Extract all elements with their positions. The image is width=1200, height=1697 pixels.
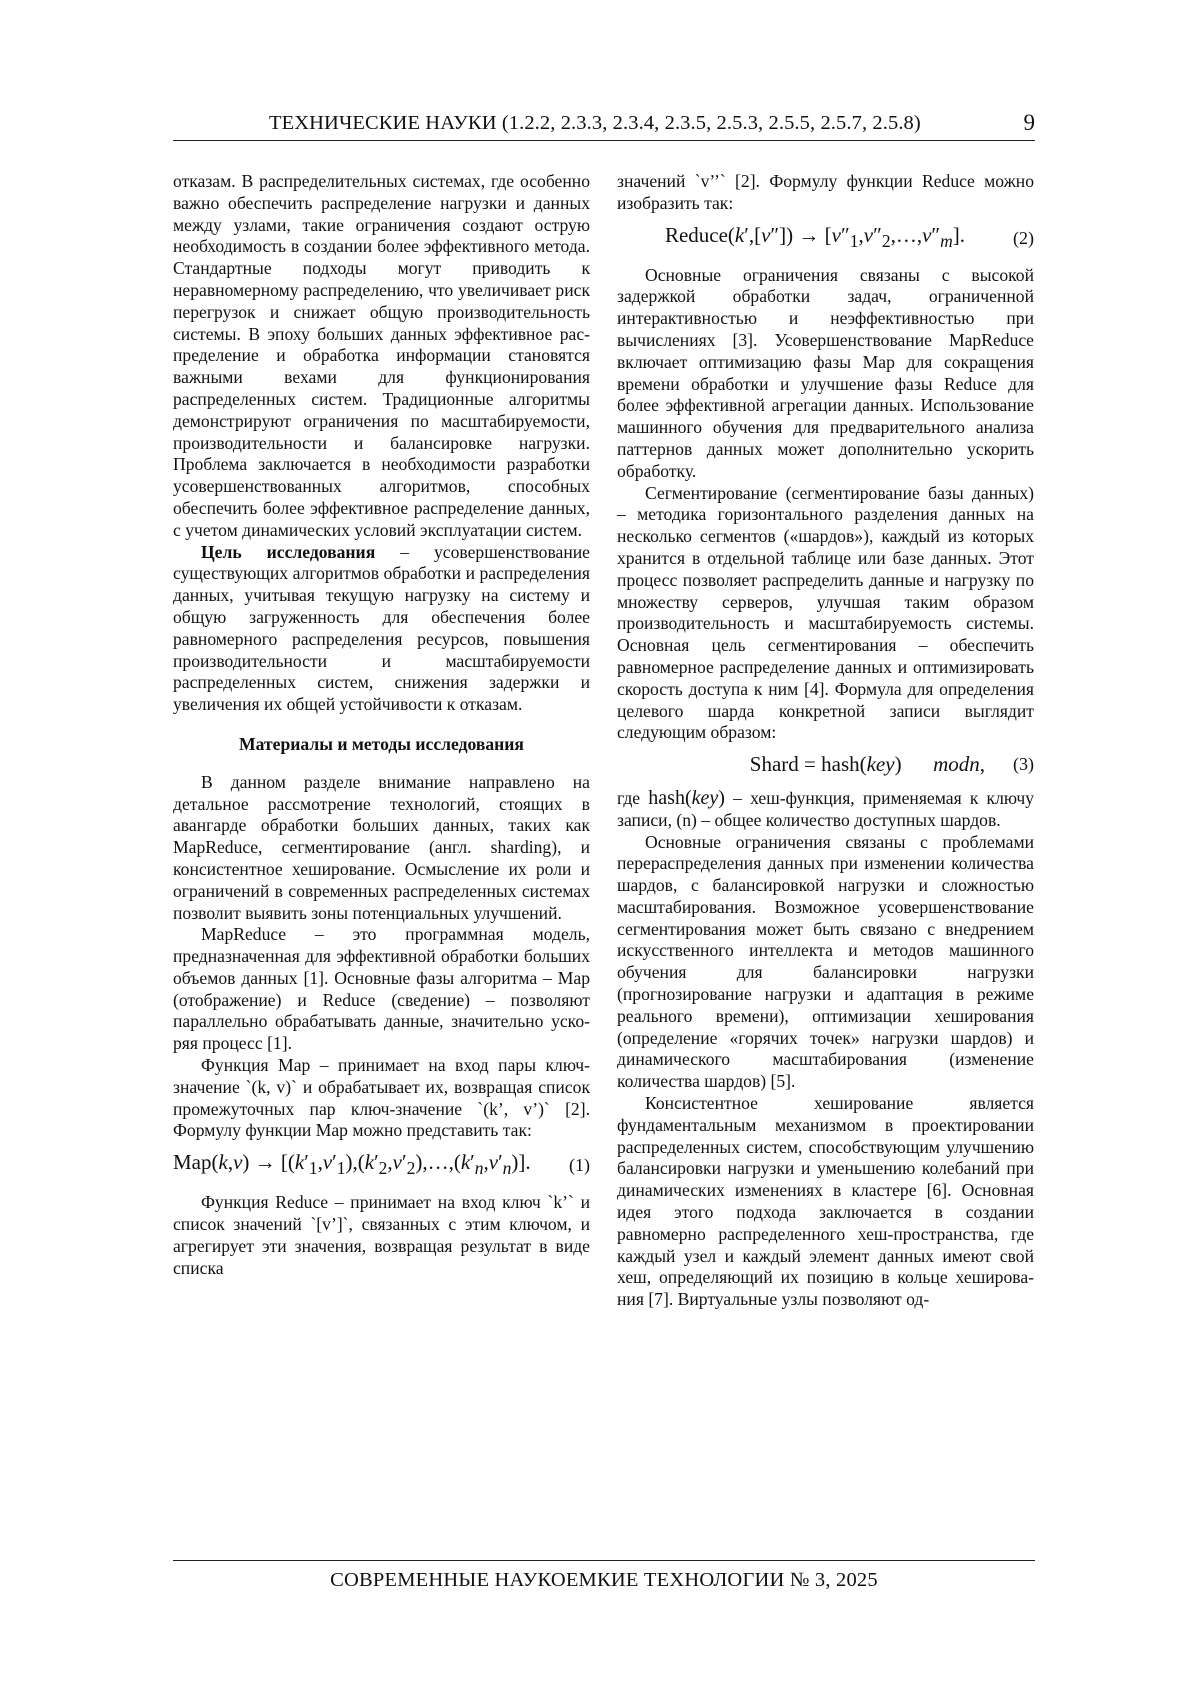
paragraph: Сегментирование (сегментирование базы данных) – методика горизонтального разделения данных на несколько сегментов («шардов»), каждый из которых хранится в отдельной таблице или базе данных. Этот процесс позволяет распределить данные и нагрузку по множеству серверов, улучшая таким образом производительность и масштабируемость системы. Основная цель сегментирования – обеспечить равномерное распределение данных и оптимизировать скорость доступа к ним [4]. Формула для определения целевого шарда конкретной записи выглядит следующим образом: [617,482,1034,743]
paragraph: Функция Map – принимает на вход пары ключ-значение `(k, v)` и обрабатывает их, возвращая список промежуточных пар ключ-значение `(k’, v’)` [2]. Формулу функции Map можно представить так: [173,1055,590,1141]
hash-key-math: hash(key) [648,786,725,809]
equation-shard [617,754,1034,776]
page-number: 9 [1023,110,1035,135]
running-header [173,110,1035,141]
equation-number: (1) [569,1155,590,1176]
paragraph: отказам. В распределительных системах, где особенно важно обеспечить распределение нагрузки и данных между узлами, такие ограничения создают острую необходимость в создании более эффективного метода. Стандартные подходы могут приводить к неравномерному распределению, что увеличивает риск перегрузок и снижает общую производительность системы. В эпоху больших данных эффективное распределение и обработка информации становятся важными вехами для функционирования распределенных систем. Традиционные алгоритмы демонстрируют ограничения по масштабируемости, производительности и балансировке нагрузки. Проблема заключается в необходимости разработки усовершенствованных алгоритмов, способных обеспечить более эффективное распределение данных, с учетом динамических условий эксплуатации систем. [173,171,590,540]
paragraph: Функция Reduce – принимает на вход ключ `k’` и список значений `[v’]`, связанных с этим ключом, и агрегирует эти значения, возвращая результат в виде списка [173,1192,590,1278]
right-column [617,171,1034,1311]
reduce-formula: Reduce(k′,[v″]) → $[v''_1,v''_2,\dots,v''_m]$. [664,222,966,251]
shard-formula: Shard = hash(key) modn, [749,752,985,777]
equation-map [173,1152,590,1180]
map-formula: $Map(k,v) \to [(k'_1,v'_1),(k'_2,v'_2),\dots,(k'_n,v'_n)]$. [173,1150,531,1179]
journal-name: СОВРЕМЕННЫЕ НАУКОЕМКИЕ ТЕХНОЛОГИИ № 3, 2025 [330,1569,878,1591]
left-column [173,171,590,1279]
running-footer [173,1560,1035,1592]
goal-label: Цель исследования [201,541,376,562]
section-title: Материалы и методы исследования [239,733,524,754]
paragraph: MapReduce – это программная модель, предназначенная для эффективной обработки больших объемов данных [1]. Основные фазы алгоритма – Map (отображение) и Reduce (сведение) – позволяют параллельно обрабатывать данные, значительно ускоряя процесс [1]. [173,924,590,1054]
paragraph: В данном разделе внимание направлено на детальное рассмотрение технологий, стоящих в авангарде обработки больших данных, таких как MapReduce, сегментирование (англ. sharding), и консистентное хеширование. Осмысление их роли и ограничений в современных распределенных системах позволит выявить зоны потенциальных улучшений. [173,771,590,923]
paragraph: Основные ограничения связаны с проблемами перераспределения данных при изменении количества шардов, с балансировкой нагрузки и сложностью масштабирования. Возможное усовершенствование сегментирования может быть связано с внедрением искусственного интеллекта и методов машинного обучения для балансировки нагрузки (прогнозирование нагрузки и адаптация в режиме реального времени), оптимизации хеширования (определение «горячих точек» нагрузки шардов) и динамического масштабирования (изменение количества шардов) [5]. [617,831,1034,1092]
paragraph: значений `v’’` [2]. Формулу функции Reduce можно изобразить так: [617,171,1034,213]
paragraph-goal [173,542,590,716]
paragraph: Основные ограничения связаны с высокой задержкой обработки задач, ограниченной интерактивностью и неэффективностью при вычислениях [3]. Усовершенствование MapReduce включает оптимизацию фазы Map для сокращения времени обработки и улучшение фазы Reduce для более эффективной агрегации данных. Использование машинного обучения для предварительного анализа паттернов данных может дополнительно ускорить обработку. [617,264,1034,481]
paragraph-where: где hash(key) – хеш-функция, применяемая к ключу записи, (n) – общее количество доступных шардов. [617,786,1035,830]
equation-number: (3) [1013,754,1034,775]
goal-text: – усовершенствование существующих алгоритмов обработки и распределения данных, учитывая текущую нагрузку на систему и общую загруженность для обеспечения более равномерного распределения ресурсов, повышения производительности и масштабируемости распределенных систем, снижения задержки и увеличения их общей устойчивости к отказам. [173,541,590,715]
equation-number: (2) [1012,227,1034,248]
equation-reduce [617,222,1034,253]
running-title: ТЕХНИЧЕСКИЕ НАУКИ (1.2.2, 2.3.3, 2.3.4, 2.3.5, 2.5.3, 2.5.5, 2.5.7, 2.5.8) [269,112,921,134]
paragraph: Консистентное хеширование является фундаментальным механизмом в проектировании распределенных систем, способствующим улучшению балансировки нагрузки и уменьшению колебаний при динамических изменениях в кластере [6]. Основная идея этого подхода заключается в создании равномерно распределенного хеш-пространства, где каждый узел и каждый элемент данных имеют свой хеш, определяющий их позицию в кольце хеширования [7]. Виртуальные узлы позволяют од- [617,1093,1034,1310]
